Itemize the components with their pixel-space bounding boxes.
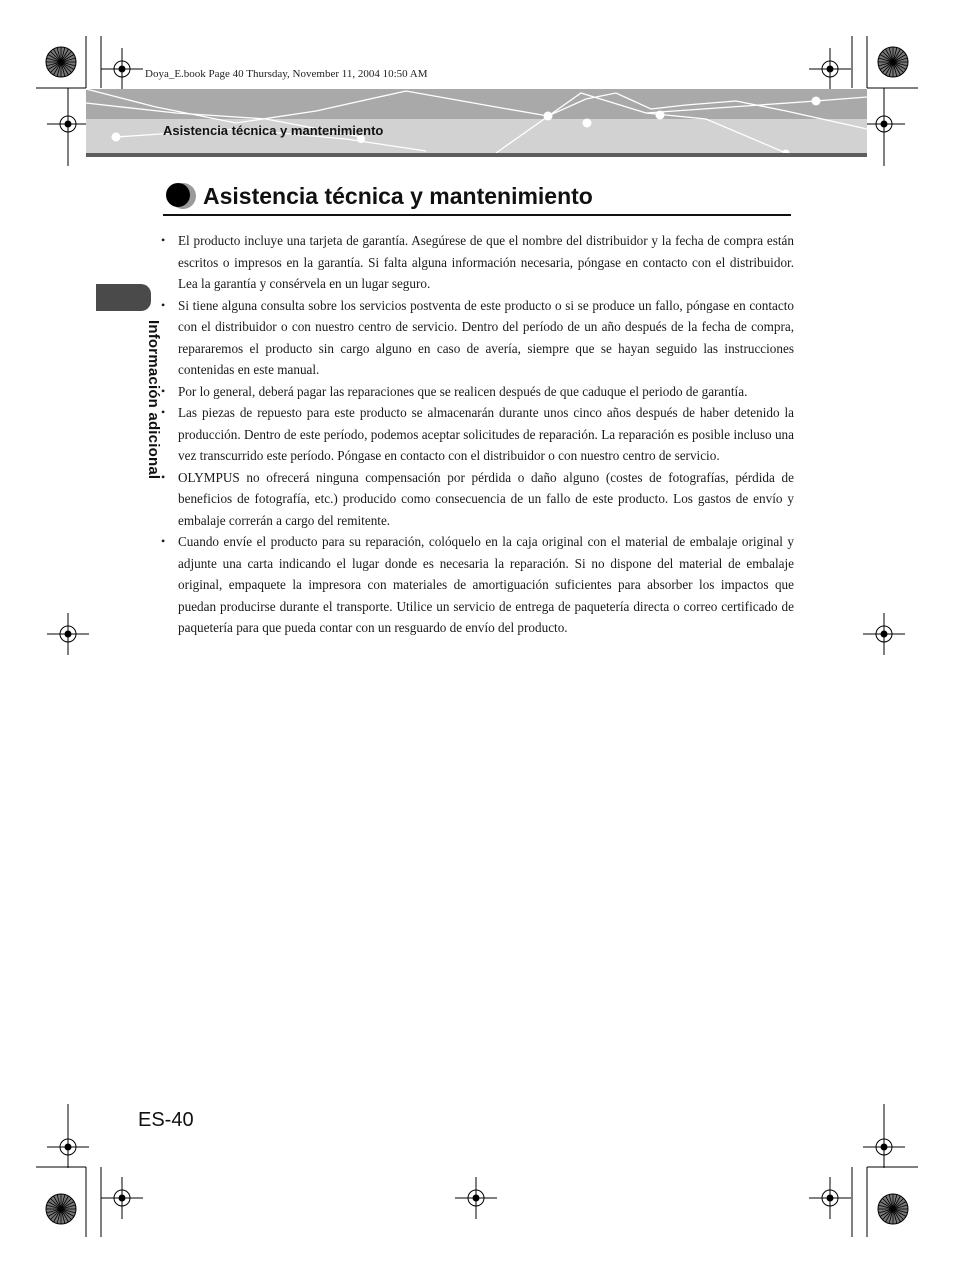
side-tab-label: Información adicional [145,320,162,480]
bullet-icon: • [161,534,166,548]
registration-mark-icon [809,48,851,90]
list-item [160,402,794,467]
bullet-icon: • [161,405,166,419]
list-item-text: Por lo general, deberá pagar las reparaciones que se realicen después de que caduque el periodo de garantía. [178,383,748,399]
title-rule [163,214,791,216]
list-item [160,381,794,403]
list-item-text: Cuando envíe el producto para su reparación, colóquelo en la caja original con el material de embalaje original y adjunte una carta indicando el lugar donde es necesaria la reparación. Si no dispone del material de embalaje original, empaquete la impresora con materiales de amortiguación suficientes para absorber los impactos que puedan producirse durante el transporte. Utilice un servicio de entrega de paquetería directa o correo certificado de paquetería para que pueda contar con un resguardo de envío del producto. [178,534,794,635]
list-item [160,531,794,639]
bullet-icon: • [161,297,166,312]
list-item [160,230,794,295]
list-item-text: OLYMPUS no ofrecerá ninguna compensación por pérdida o daño alguno (costes de fotografías, pérdida de beneficios de fotografía, etc.) producido como consecuencia de un fallo de este producto. Los gastos de envío y embalaje correrán a cargo del remitente. [178,469,794,528]
registration-mark-icon [863,1126,905,1168]
header-band [86,89,867,153]
bullet-icon: • [161,233,166,247]
list-item [160,467,794,532]
registration-mark-icon [47,613,89,655]
header-decoration [86,89,867,153]
list-item-text: Las piezas de repuesto para este producto se almacenarán durante unos cinco años después de haber detenido la producción. Dentro de este período, podemos aceptar solicitudes de reparación. La reparación es posible incluso una vez transcurrido este período. Póngase en contacto con el distribuidor o con nuestro centro de servicio. [178,405,794,463]
list-item [160,295,794,381]
bullet-icon: • [161,469,166,484]
bullet-list [160,230,794,639]
registration-mark-icon [863,103,905,145]
registration-mark-icon [101,48,143,90]
section-bullet-icon [163,180,199,212]
page-title: Asistencia técnica y mantenimiento [203,183,593,209]
list-item-text: Si tiene alguna consulta sobre los servicios postventa de este producto o si se produce un fallo, póngase en contacto con el distribuidor o con nuestro centro de servicio. Dentro del período de un año después de la fecha de compra, repararemos el producto sin cargo alguno en caso de avería, siempre que se hayan seguido las instrucciones contenidas en este manual. [178,297,794,377]
page-number: ES-40 [138,1109,194,1131]
color-target-icon [878,47,908,77]
color-target-icon [46,1194,76,1224]
print-slug: Doya_E.book Page 40 Thursday, November 11, 2004 10:50 AM [145,68,428,80]
list-item-text: El producto incluye una tarjeta de garantía. Asegúrese de que el nombre del distribuidor y la fecha de compra están escritos o impresos en la garantía. Si falta alguna información necesaria, póngase en contacto con el distribuidor. Lea la garantía y consérvela en un lugar seguro. [178,233,794,291]
registration-mark-icon [863,613,905,655]
running-head: Asistencia técnica y mantenimiento [163,123,384,138]
bullet-icon: • [161,383,166,398]
side-tab [96,284,151,311]
color-target-icon [878,1194,908,1224]
registration-mark-icon [809,1177,851,1219]
registration-mark-icon [47,1126,89,1168]
registration-mark-icon [455,1177,497,1219]
registration-mark-icon [47,103,89,145]
header-rule [86,153,867,157]
color-target-icon [46,47,76,77]
registration-mark-icon [101,1177,143,1219]
